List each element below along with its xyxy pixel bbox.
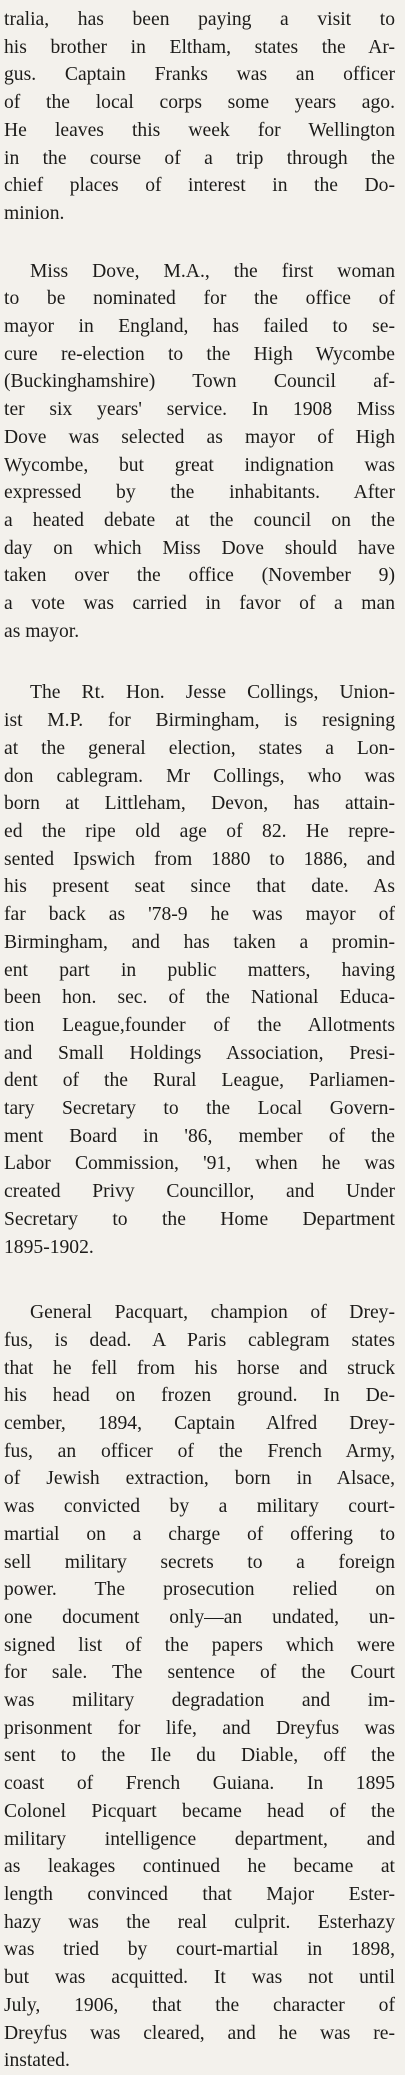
text-line: as mayor. — [4, 620, 80, 642]
text-line: hazy was the real culprit. Esterhazy — [4, 1911, 395, 1933]
text-line: his head on frozen ground. In De- — [4, 1385, 395, 1407]
text-line: ter six years' service. In 1908 Miss — [4, 399, 395, 421]
text-line: his present seat since that date. As — [4, 876, 395, 898]
text-line: fus, an officer of the French Army, — [4, 1440, 395, 1462]
text-line: (Buckinghamshire) Town Council af- — [4, 371, 395, 393]
text-line: of Jewish extraction, born in Alsace, — [4, 1468, 395, 1490]
text-line: Miss Dove, M.A., the first woman — [30, 260, 395, 282]
text-line: General Pacquart, champion of Drey- — [30, 1302, 395, 1324]
text-line: but was acquitted. It was not until — [4, 1967, 395, 1989]
text-line: power. The prosecution relied on — [4, 1579, 395, 1601]
text-line: was military degradation and im- — [4, 1690, 395, 1712]
text-line: one document only—an undated, un- — [4, 1606, 395, 1628]
text-line: The Rt. Hon. Jesse Collings, Union- — [30, 682, 395, 704]
text-line: minion. — [4, 202, 65, 224]
text-line: dent of the Rural League, Parliamen- — [4, 1070, 395, 1092]
text-line: Dreyfus was cleared, and he was re- — [4, 2022, 395, 2044]
text-line: fus, is dead. A Paris cablegram states — [4, 1329, 395, 1351]
text-line: Wycombe, but great indignation was — [4, 454, 395, 476]
text-line: Labor Commission, '91, when he was — [4, 1153, 395, 1175]
text-line: was tried by court-martial in 1898, — [4, 1939, 395, 1961]
text-line: sell military secrets to a foreign — [4, 1551, 395, 1573]
text-line: Birmingham, and has taken a promin- — [4, 931, 395, 953]
text-line: He leaves this week for Wellington — [4, 119, 395, 141]
text-line: Dove was selected as mayor of High — [4, 426, 395, 448]
text-line: don cablegram. Mr Collings, who was — [4, 765, 395, 787]
text-line: 1895-1902. — [4, 1236, 94, 1258]
text-line: ent part in public matters, having — [4, 959, 395, 981]
text-line: a vote was carried in favor of a man — [4, 593, 395, 615]
text-line: day on which Miss Dove should have — [4, 537, 395, 559]
text-line: and Small Holdings Association, Presi- — [4, 1042, 395, 1064]
text-line: instated. — [4, 2050, 70, 2072]
paragraph-gap — [4, 645, 395, 679]
text-line: for sale. The sentence of the Court — [4, 1662, 395, 1684]
paragraph-gap — [4, 1261, 395, 1299]
text-line: to be nominated for the office of — [4, 288, 395, 310]
text-line: ist M.P. for Birmingham, is resigning — [4, 710, 395, 732]
text-line: length convinced that Major Ester- — [4, 1884, 395, 1905]
text-line: a heated debate at the council on the — [4, 509, 395, 531]
text-line: as leakages continued he became at — [4, 1856, 395, 1878]
text-line: his brother in Eltham, states the Ar- — [4, 36, 395, 58]
text-line: sent to the Ile du Diable, off the — [4, 1745, 395, 1767]
text-line: tralia, has been paying a visit to — [4, 9, 395, 30]
article-picquart — [4, 1299, 395, 2075]
text-line: chief places of interest in the Do- — [4, 175, 395, 197]
text-line: military intelligence department, and — [4, 1828, 395, 1850]
text-line: was convicted by a military court- — [4, 1496, 395, 1518]
text-line: born at Littleham, Devon, has attain- — [4, 793, 395, 815]
text-line: Secretary to the Home Department — [4, 1208, 395, 1230]
text-line: July, 1906, that the character of — [4, 1994, 395, 2016]
text-line: mayor in England, has failed to se- — [4, 316, 395, 338]
article-franks — [4, 6, 395, 228]
text-line: at the general election, states a Lon- — [4, 737, 395, 759]
text-line: ed the ripe old age of 82. He repre- — [4, 820, 395, 842]
text-line: far back as '78-9 he was mayor of — [4, 904, 395, 926]
text-line: taken over the office (November 9) — [4, 565, 395, 587]
text-line: martial on a charge of offering to — [4, 1523, 395, 1545]
text-line: cember, 1894, Captain Alfred Drey- — [4, 1413, 395, 1435]
text-line: tion League,founder of the Allotments — [4, 1014, 395, 1036]
text-line: expressed by the inhabitants. After — [4, 482, 395, 504]
text-line: been hon. sec. of the National Educa- — [4, 987, 395, 1009]
text-line: of the local corps some years ago. — [4, 92, 395, 114]
text-line: in the course of a trip through the — [4, 147, 395, 169]
text-line: gus. Captain Franks was an officer — [4, 64, 395, 86]
text-line: that he fell from his horse and struck — [4, 1357, 395, 1379]
paragraph-gap — [4, 228, 395, 258]
text-line: Colonel Picquart became head of the — [4, 1800, 395, 1822]
text-line: cure re-election to the High Wycombe — [4, 343, 395, 365]
text-line: coast of French Guiana. In 1895 — [4, 1773, 395, 1795]
article-dove — [4, 258, 395, 646]
text-line: created Privy Councillor, and Under — [4, 1181, 395, 1203]
text-line: tary Secretary to the Local Govern- — [4, 1098, 395, 1120]
text-line: signed list of the papers which were — [4, 1634, 395, 1656]
text-line: ment Board in '86, member of the — [4, 1125, 395, 1147]
text-line: sented Ipswich from 1880 to 1886, and — [4, 848, 395, 870]
text-line: prisonment for life, and Dreyfus was — [4, 1717, 395, 1739]
article-collings — [4, 679, 395, 1261]
